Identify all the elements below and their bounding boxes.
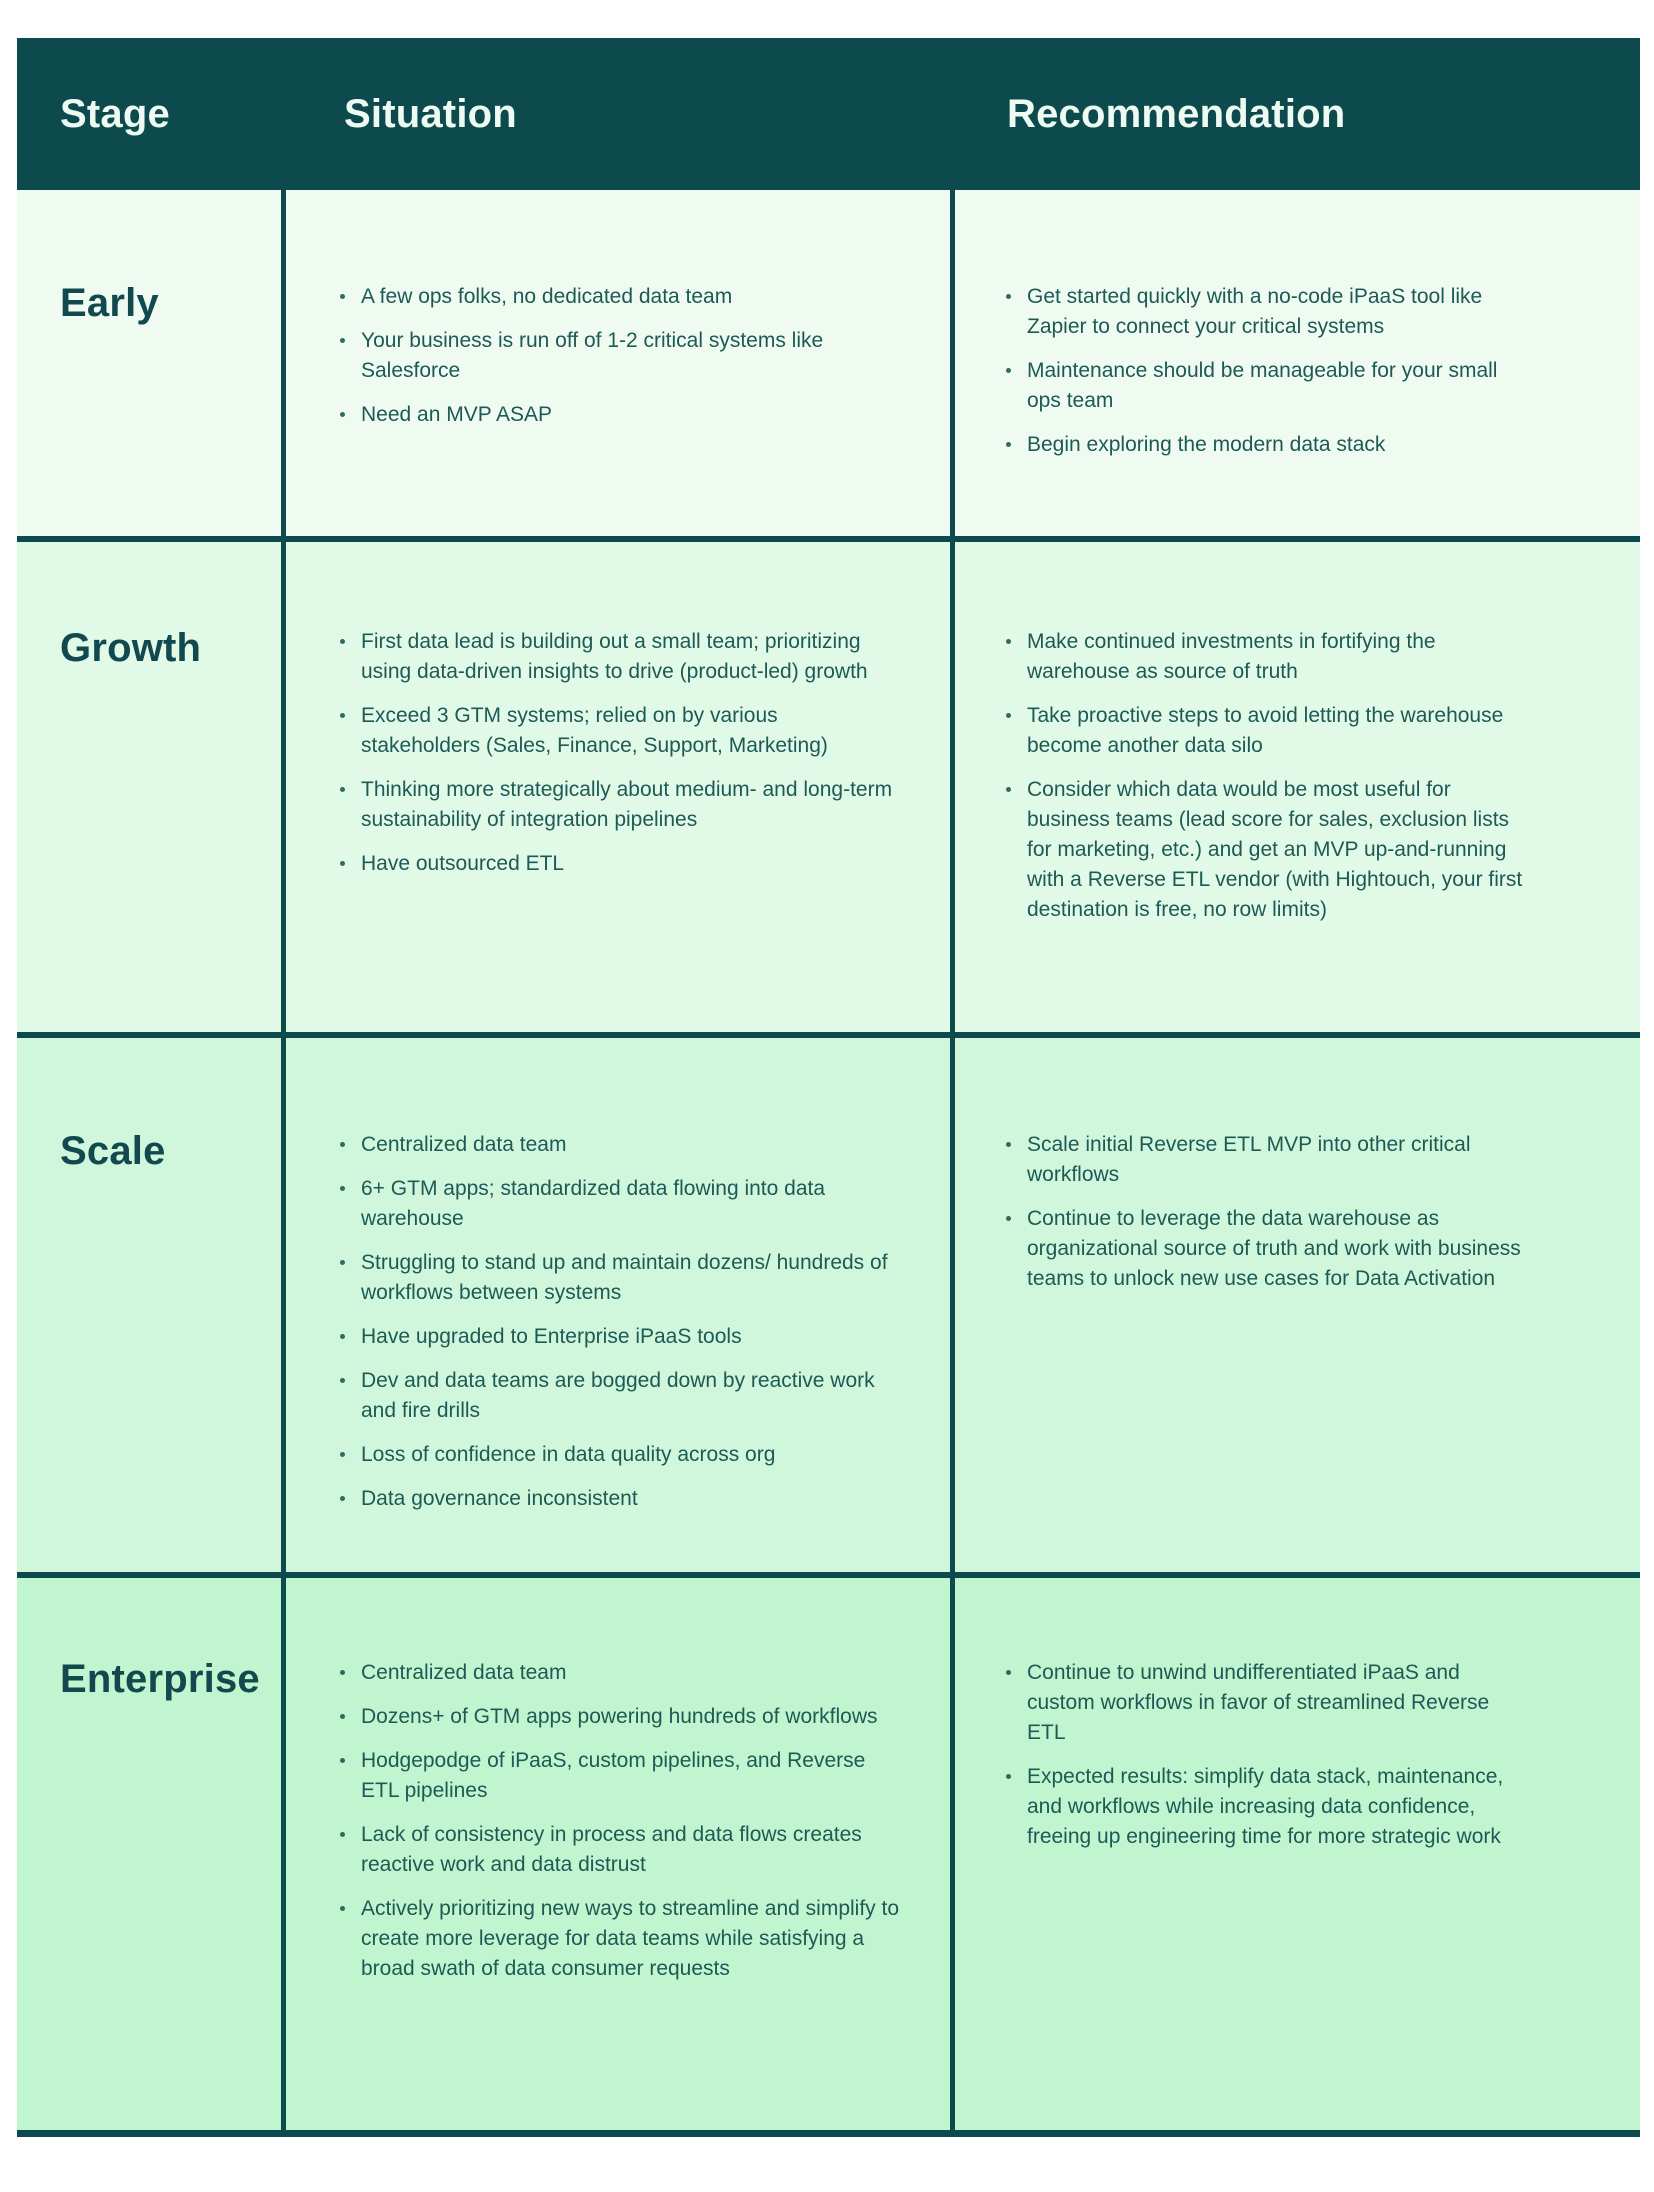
stage-label-enterprise: Enterprise [60,1657,260,1701]
table-row-growth [17,536,1640,1032]
bullet-item: Lack of consistency in process and data flows creates reactive work and data distrust [337,1820,900,1880]
table-row-enterprise [17,1572,1640,2130]
bullet-item: Continue to unwind undifferentiated iPaaS and custom workflows in favor of streamlined Reverse ETL [1003,1658,1530,1748]
recommendation-list-growth [1003,627,1530,925]
bullet-item: Get started quickly with a no-code iPaaS tool like Zapier to connect your critical systems [1003,282,1530,342]
bullet-item: Struggling to stand up and maintain dozens/ hundreds of workflows between systems [337,1248,900,1308]
stage-label-early: Early [60,281,159,325]
stage-label-growth: Growth [60,626,202,670]
table-header-row [17,38,1640,190]
stage-label-scale: Scale [60,1129,166,1173]
header-stage: Stage [60,91,170,136]
bullet-item: Make continued investments in fortifying the warehouse as source of truth [1003,627,1530,687]
table-row-scale [17,1032,1640,1572]
recommendation-list-scale [1003,1130,1530,1294]
recommendation-cell-enterprise [950,1578,1640,2130]
stage-comparison-table [17,38,1640,2137]
recommendation-cell-growth [950,542,1640,1032]
recommendation-list-early [1003,282,1530,460]
bullet-item: Begin exploring the modern data stack [1003,430,1530,460]
bullet-item: Dozens+ of GTM apps powering hundreds of workflows [337,1702,900,1732]
bullet-item: Consider which data would be most useful for business teams (lead score for sales, exclusion lists for marketing, etc.) and get an MVP up-and-running with a Reverse ETL vendor (with Hightouch, your first destination is free, no row limits) [1003,775,1530,925]
bullet-item: Have upgraded to Enterprise iPaaS tools [337,1322,900,1352]
bullet-item: Data governance inconsistent [337,1484,900,1514]
header-situation: Situation [344,91,517,136]
bullet-item: Exceed 3 GTM systems; relied on by various stakeholders (Sales, Finance, Support, Marketing) [337,701,900,761]
bullet-item: Hodgepodge of iPaaS, custom pipelines, and Reverse ETL pipelines [337,1746,900,1806]
situation-cell-scale [281,1038,950,1572]
situation-cell-enterprise [281,1578,950,2130]
bullet-item: Have outsourced ETL [337,849,900,879]
table-row-early [17,190,1640,536]
bullet-item: Actively prioritizing new ways to streamline and simplify to create more leverage for data teams while satisfying a broad swath of data consumer requests [337,1894,900,1984]
recommendation-cell-scale [950,1038,1640,1572]
header-recommendation: Recommendation [1007,91,1346,136]
bullet-item: Scale initial Reverse ETL MVP into other critical workflows [1003,1130,1530,1190]
bullet-item: A few ops folks, no dedicated data team [337,282,900,312]
bullet-item: Take proactive steps to avoid letting the warehouse become another data silo [1003,701,1530,761]
situation-cell-growth [281,542,950,1032]
situation-list-growth [337,627,900,879]
bullet-item: Need an MVP ASAP [337,400,900,430]
bullet-item: Your business is run off of 1-2 critical systems like Salesforce [337,326,900,386]
bullet-item: Thinking more strategically about medium- and long-term sustainability of integration pipelines [337,775,900,835]
situation-cell-early [281,190,950,536]
situation-list-enterprise [337,1658,900,1984]
bullet-item: Maintenance should be manageable for your small ops team [1003,356,1530,416]
situation-list-scale [337,1130,900,1514]
bullet-item: Centralized data team [337,1130,900,1160]
recommendation-list-enterprise [1003,1658,1530,1852]
bullet-item: First data lead is building out a small team; prioritizing using data-driven insights to drive (product-led) growth [337,627,900,687]
bullet-item: Continue to leverage the data warehouse as organizational source of truth and work with business teams to unlock new use cases for Data Activation [1003,1204,1530,1294]
bullet-item: Dev and data teams are bogged down by reactive work and fire drills [337,1366,900,1426]
bullet-item: 6+ GTM apps; standardized data flowing into data warehouse [337,1174,900,1234]
situation-list-early [337,282,900,430]
bullet-item: Centralized data team [337,1658,900,1688]
bullet-item: Loss of confidence in data quality across org [337,1440,900,1470]
bullet-item: Expected results: simplify data stack, maintenance, and workflows while increasing data confidence, freeing up engineering time for more strategic work [1003,1762,1530,1852]
recommendation-cell-early [950,190,1640,536]
